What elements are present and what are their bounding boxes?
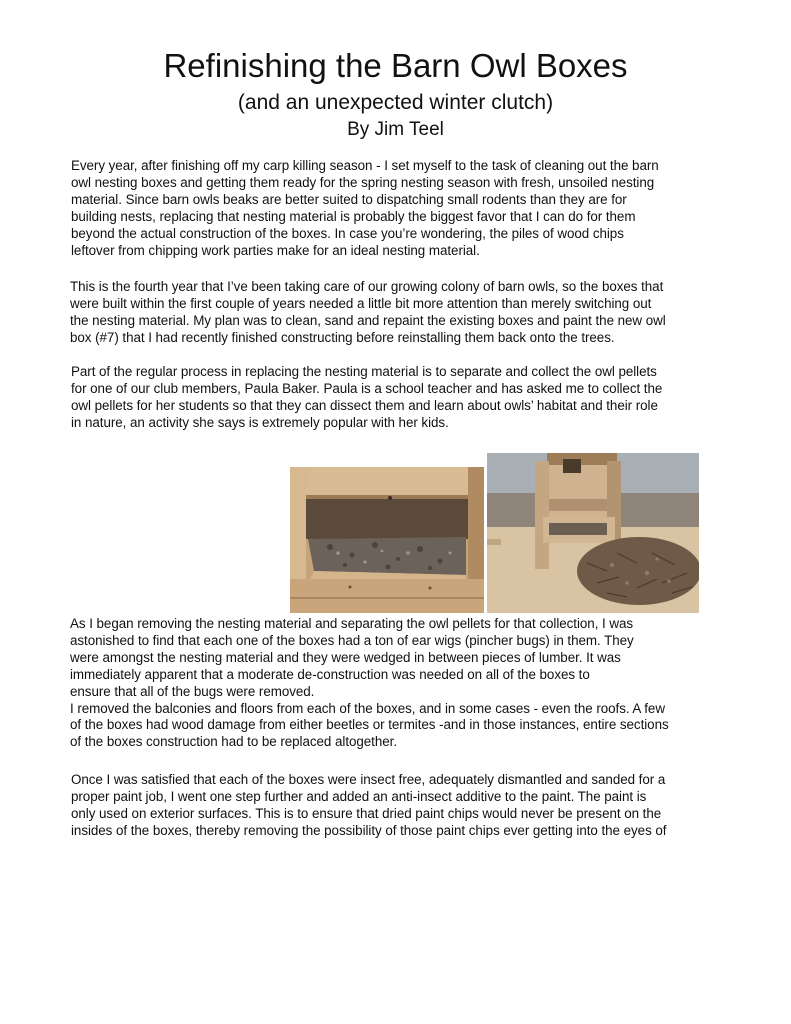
owl-box-pile-illustration — [487, 453, 699, 613]
paragraph-2 — [70, 279, 725, 347]
text-line: This is the fourth year that I’ve been taking care of our growing colony of barn owls, so the boxes that — [70, 279, 664, 294]
owl-box-with-nesting-pile-photo — [487, 453, 699, 613]
nest-box-interior-illustration — [290, 467, 484, 613]
text-line: ensure that all of the bugs were removed. — [70, 683, 315, 699]
article-title: Refinishing the Barn Owl Boxes — [163, 47, 628, 84]
paragraph-4 — [70, 616, 725, 751]
text-line: insides of the boxes, thereby removing the possibility of those paint chips ever getting into the eyes of — [71, 822, 667, 838]
text-line: were built within the first couple of years needed a little bit more attention than merely switching out — [70, 295, 652, 311]
text-line: proper paint job, I went one step further and added an anti-insect additive to the paint. The paint is — [71, 788, 647, 804]
nest-box-interior-photo — [290, 467, 484, 613]
text-line: in nature, an activity she says is extremely popular with her kids. — [71, 414, 449, 430]
article-subtitle: (and an unexpected winter clutch) — [237, 91, 554, 114]
text-line: material. Since barn owls beaks are better suited to dispatching small rodents than they are for — [71, 191, 627, 207]
text-line: of the boxes construction had to be replaced altogether. — [70, 734, 397, 750]
text-line: As I began removing the nesting material and separating the owl pellets for that collection, I was — [70, 616, 634, 631]
text-line: Once I was satisfied that each of the boxes were insect free, adequately dismantled and sanded for a — [71, 772, 666, 787]
paragraph-1 — [71, 158, 726, 259]
text-line: only used on exterior surfaces. This is to ensure that dried paint chips would never be present on the — [71, 805, 662, 821]
text-line: beyond the actual construction of the boxes. In case you’re wondering, the piles of wood chips — [71, 225, 624, 241]
text-line: of the boxes had wood damage from either beetles or termites -and in those instances, entire sections — [70, 717, 669, 733]
text-line: for one of our club members, Paula Baker. Paula is a school teacher and has asked me to collect the — [71, 380, 663, 396]
text-line: owl nesting boxes and getting them ready for the spring nesting season with fresh, unsoiled nesting — [71, 174, 655, 190]
paragraph-3 — [71, 364, 726, 432]
text-line: leftover from chipping work parties make for an ideal nesting material. — [71, 242, 480, 258]
text-line: Every year, after finishing off my carp killing season - I set myself to the task of cleaning out the barn — [71, 158, 659, 173]
text-line: the nesting material. My plan was to clean, sand and repaint the existing boxes and paint the new owl — [70, 312, 666, 328]
text-line: building nests, replacing that nesting material is probably the biggest favor that I can do for them — [71, 208, 636, 224]
text-line: Part of the regular process in replacing the nesting material is to separate and collect the owl pellets — [71, 364, 657, 379]
paragraph-5 — [71, 772, 726, 840]
text-line: box (#7) that I had recently finished constructing before reinstalling them back onto the trees. — [70, 329, 615, 345]
text-line: were amongst the nesting material and they were wedged in between pieces of lumber. It was — [70, 649, 621, 665]
article-byline: By Jim Teel — [347, 119, 444, 140]
text-line: owl pellets for her students so that they can dissect them and learn about owls’ habitat and their role — [71, 397, 658, 413]
text-line: immediately apparent that a moderate de-construction was needed on all of the boxes to — [70, 666, 590, 682]
text-line: astonished to find that each one of the boxes had a ton of ear wigs (pincher bugs) in them. They — [70, 632, 634, 648]
text-line: I removed the balconies and floors from each of the boxes, and in some cases - even the roofs. A few — [70, 700, 665, 716]
